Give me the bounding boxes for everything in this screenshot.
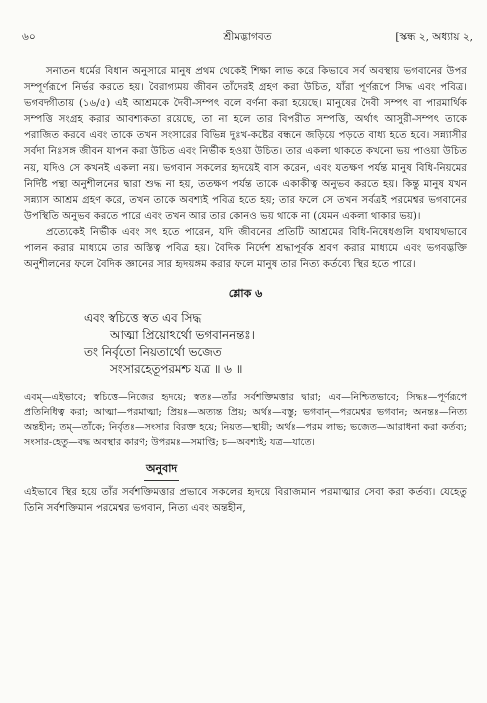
translation-text: এইভাবে স্থির হয়ে তাঁর সর্বশক্তিমত্তার প্রভাবে সকলের হৃদয়ে বিরাজমান পরমাত্মার সেবা করা কর্তব্য। যেহেতু তিনি সর্বশক্তিমান পরমেশ্বর ভগবান, নিত্য এবং অন্তহীন,: [24, 487, 467, 515]
purport-paragraph: সনাতন ধর্মের বিধান অনুসারে মানুষ প্রথম থেকেই শিক্ষা লাভ করে কিভাবে সর্ব অবস্থায় ভগবানের উপর সম্পূর্ণরূপে নির্ভর করতে হয়। বৈরাগ্যময় জীবন তাঁদেরই গ্রহণ করা উচিত, যাঁরা পূর্ণরূপে সিদ্ধ এবং পবিত্র। ভগবদ্গীতায় (১৬/৫) এই আশ্রমকে দৈবী-সম্পৎ বলে বর্ণনা করা হয়েছে। মানুষের দৈবী সম্পৎ বা পারমার্থিক সম্পত্তি সংগ্রহ করার আবশ্যকতা রয়েছে, তা না হলে তার বিপরীত সম্পত্তি, অর্থাৎ আসুরী-সম্পৎ তাকে পরাজিত করবে এবং তাকে তখন সংসারের বিভিন্ন দুঃখ-কষ্টের বন্ধনে জড়িয়ে পড়তে বাধ্য হতে হবে। সন্ন্যাসীর সর্বদা নিঃসঙ্গ জীবন যাপন করা উচিত এবং নির্ভীক হওয়া উচিত। তার একলা থাকতে কখনো ভয় পাওয়া উচিত নয়, যদিও সে কখনই একলা নয়। ভগবান সকলের হৃদয়েই বাস করেন, এবং যতক্ষণ পর্যন্ত মানুষ বিধি-নিয়মের নির্দিষ্ট পন্থা অনুশীলনের দ্বারা শুদ্ধ না হয়, ততক্ষণ পর্যন্ত তাকে একাকীত্ব অনুভব করতে হয়। কিন্তু মানুষ যখন সন্ন্যাস আশ্রম গ্রহণ করে, তখন তাকে অবশ্যই পবিত্র হতে হয়; তার ফলে সে তখন সর্বত্রই পরমেশ্বর ভগবানের উপস্থিতি অনুভব করতে পারে এবং তখন আর তার কোনও ভয় থাকে না (যেমন একলা থাকার ভয়)।: [24, 66, 467, 222]
page-body: [24, 64, 467, 517]
sanskrit-verse: [84, 310, 467, 378]
running-header: [22, 30, 473, 46]
page-number: ৬০: [22, 31, 36, 43]
verse-line: আত্মা প্রিয়োঽর্থো ভগবাননন্তঃ।: [110, 328, 255, 343]
translation-heading-label: অনুবাদ: [144, 460, 179, 481]
verse-line: তং নির্বৃতো নিয়তার্থো ভজেত: [84, 345, 222, 360]
book-title: শ্রীমদ্ভাগবত: [223, 31, 272, 43]
verse-line: এবং স্বচিত্তে স্বত এব সিদ্ধ: [84, 311, 202, 326]
purport-paragraph: প্রত্যেকেই নির্ভীক এবং সৎ হতে পারেন, যদি জীবনের প্রতিটি আশ্রমের বিধি-নিষেধগুলি যথাযথভাবে পালন করার মাধ্যমে তার অস্তিত্ব পবিত্র হয়। বৈদিক নির্দেশ শ্রদ্ধাপূর্বক শ্রবণ করার মাধ্যমে এবং ভগবদ্ভক্তি অনুশীলনের ফলে বৈদিক জ্ঞানের সার হৃদয়ঙ্গম করার ফলে মানুষ তার নিত্য কর্তব্যে স্থির হতে পারে।: [24, 226, 467, 271]
verse-title: শ্লোক ৬: [228, 287, 263, 301]
word-meanings: এবম্—এইভাবে; স্বচিত্তে—নিজের হৃদয়ে; স্বতঃ—তাঁর সর্বশক্তিমত্তার দ্বারা; এব—নিশ্চিতভাবে; সিদ্ধঃ—পূর্ণরূপে প্রতিনিধিত্ব করা; আত্মা—পরমাত্মা; প্রিয়ঃ—অত্যন্ত প্রিয়; অর্থঃ—বস্তু; ভগবান্—পরমেশ্বর ভগবান; অনন্তঃ—নিত্য অন্তহীন; তম্—তাঁকে; নির্বৃতঃ—সংসার বিরক্ত হয়ে; নিয়ত—স্থায়ী; অর্থঃ—পরম লাভ; ভজেত—আরাধনা করা কর্তব্য; সংসার-হেতু—বদ্ধ অবস্থার কারণ; উপরমঃ—সমাপ্তি; চ—অবশ্যই; যত্র—যাতে।: [24, 392, 467, 449]
chapter-reference: [স্কন্ধ ২, অধ্যায় ২,: [395, 31, 473, 43]
verse-line: সংসারহেতূপরমশ্চ যত্র ॥ ৬ ॥: [110, 362, 243, 377]
translation-heading: [24, 460, 467, 481]
